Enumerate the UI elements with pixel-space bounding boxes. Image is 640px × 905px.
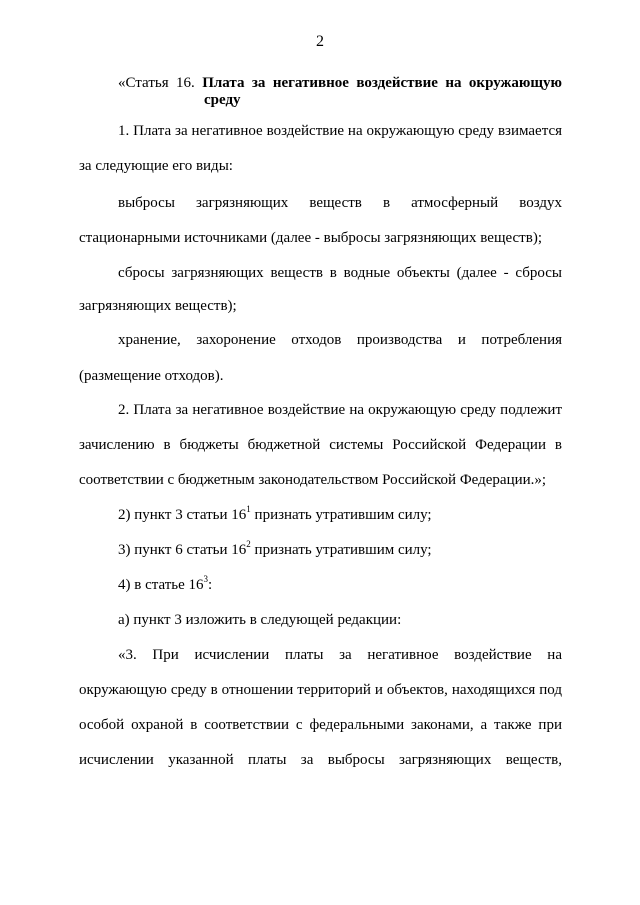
superscript: 2: [246, 539, 251, 549]
paragraph-line: 2. Плата за негативное воздействие на окружающую среду подлежит: [118, 402, 562, 418]
article-title-cont: среду: [204, 92, 241, 108]
superscript: 1: [246, 504, 251, 514]
paragraph-line: выбросы загрязняющих веществ в атмосферный воздух: [118, 195, 562, 211]
paragraph-line: хранение, захоронение отходов производства и потребления: [118, 332, 562, 348]
list-item-3: 3) пункт 6 статьи $16^2$ признать утратившим силу;: [118, 539, 432, 558]
paragraph-line: «3. При исчислении платы за негативное воздействие на: [118, 647, 562, 663]
article-heading-line2: [204, 90, 404, 110]
paragraph-line: (размещение отходов).: [79, 368, 224, 384]
paragraph-line: загрязняющих веществ);: [79, 298, 237, 314]
page-number: 2: [316, 33, 324, 50]
paragraph-line: окружающую среду в отношении территорий и объектов, находящихся под: [79, 682, 562, 698]
superscript: 3: [203, 574, 209, 584]
article-title: Плата за негативное воздействие на окружающую: [202, 75, 562, 91]
paragraph-line: исчислении указанной платы за выбросы загрязняющих веществ,: [79, 752, 562, 768]
list-item-2: 2) пункт 3 статьи $16^1$ признать утратившим силу;: [118, 504, 432, 523]
paragraph-line: зачислению в бюджеты бюджетной системы Российской Федерации в: [79, 437, 562, 453]
list-item-4: 4) в статье $16^3$:: [118, 574, 213, 593]
list-item-a: а) пункт 3 изложить в следующей редакции:: [118, 612, 402, 628]
paragraph-line: сбросы загрязняющих веществ в водные объекты (далее - сбросы: [118, 265, 562, 281]
article-prefix: «Статья 16.: [118, 75, 195, 91]
paragraph-line: стационарными источниками (далее - выбросы загрязняющих веществ);: [79, 230, 542, 246]
paragraph-line: 1. Плата за негативное воздействие на окружающую среду взимается: [118, 123, 562, 139]
paragraph-line: за следующие его виды:: [79, 158, 233, 174]
paragraph-line: особой охраной в соответствии с федеральными законами, а также при: [79, 717, 562, 733]
paragraph-line: соответствии с бюджетным законодательством Российской Федерации.»;: [79, 472, 547, 488]
